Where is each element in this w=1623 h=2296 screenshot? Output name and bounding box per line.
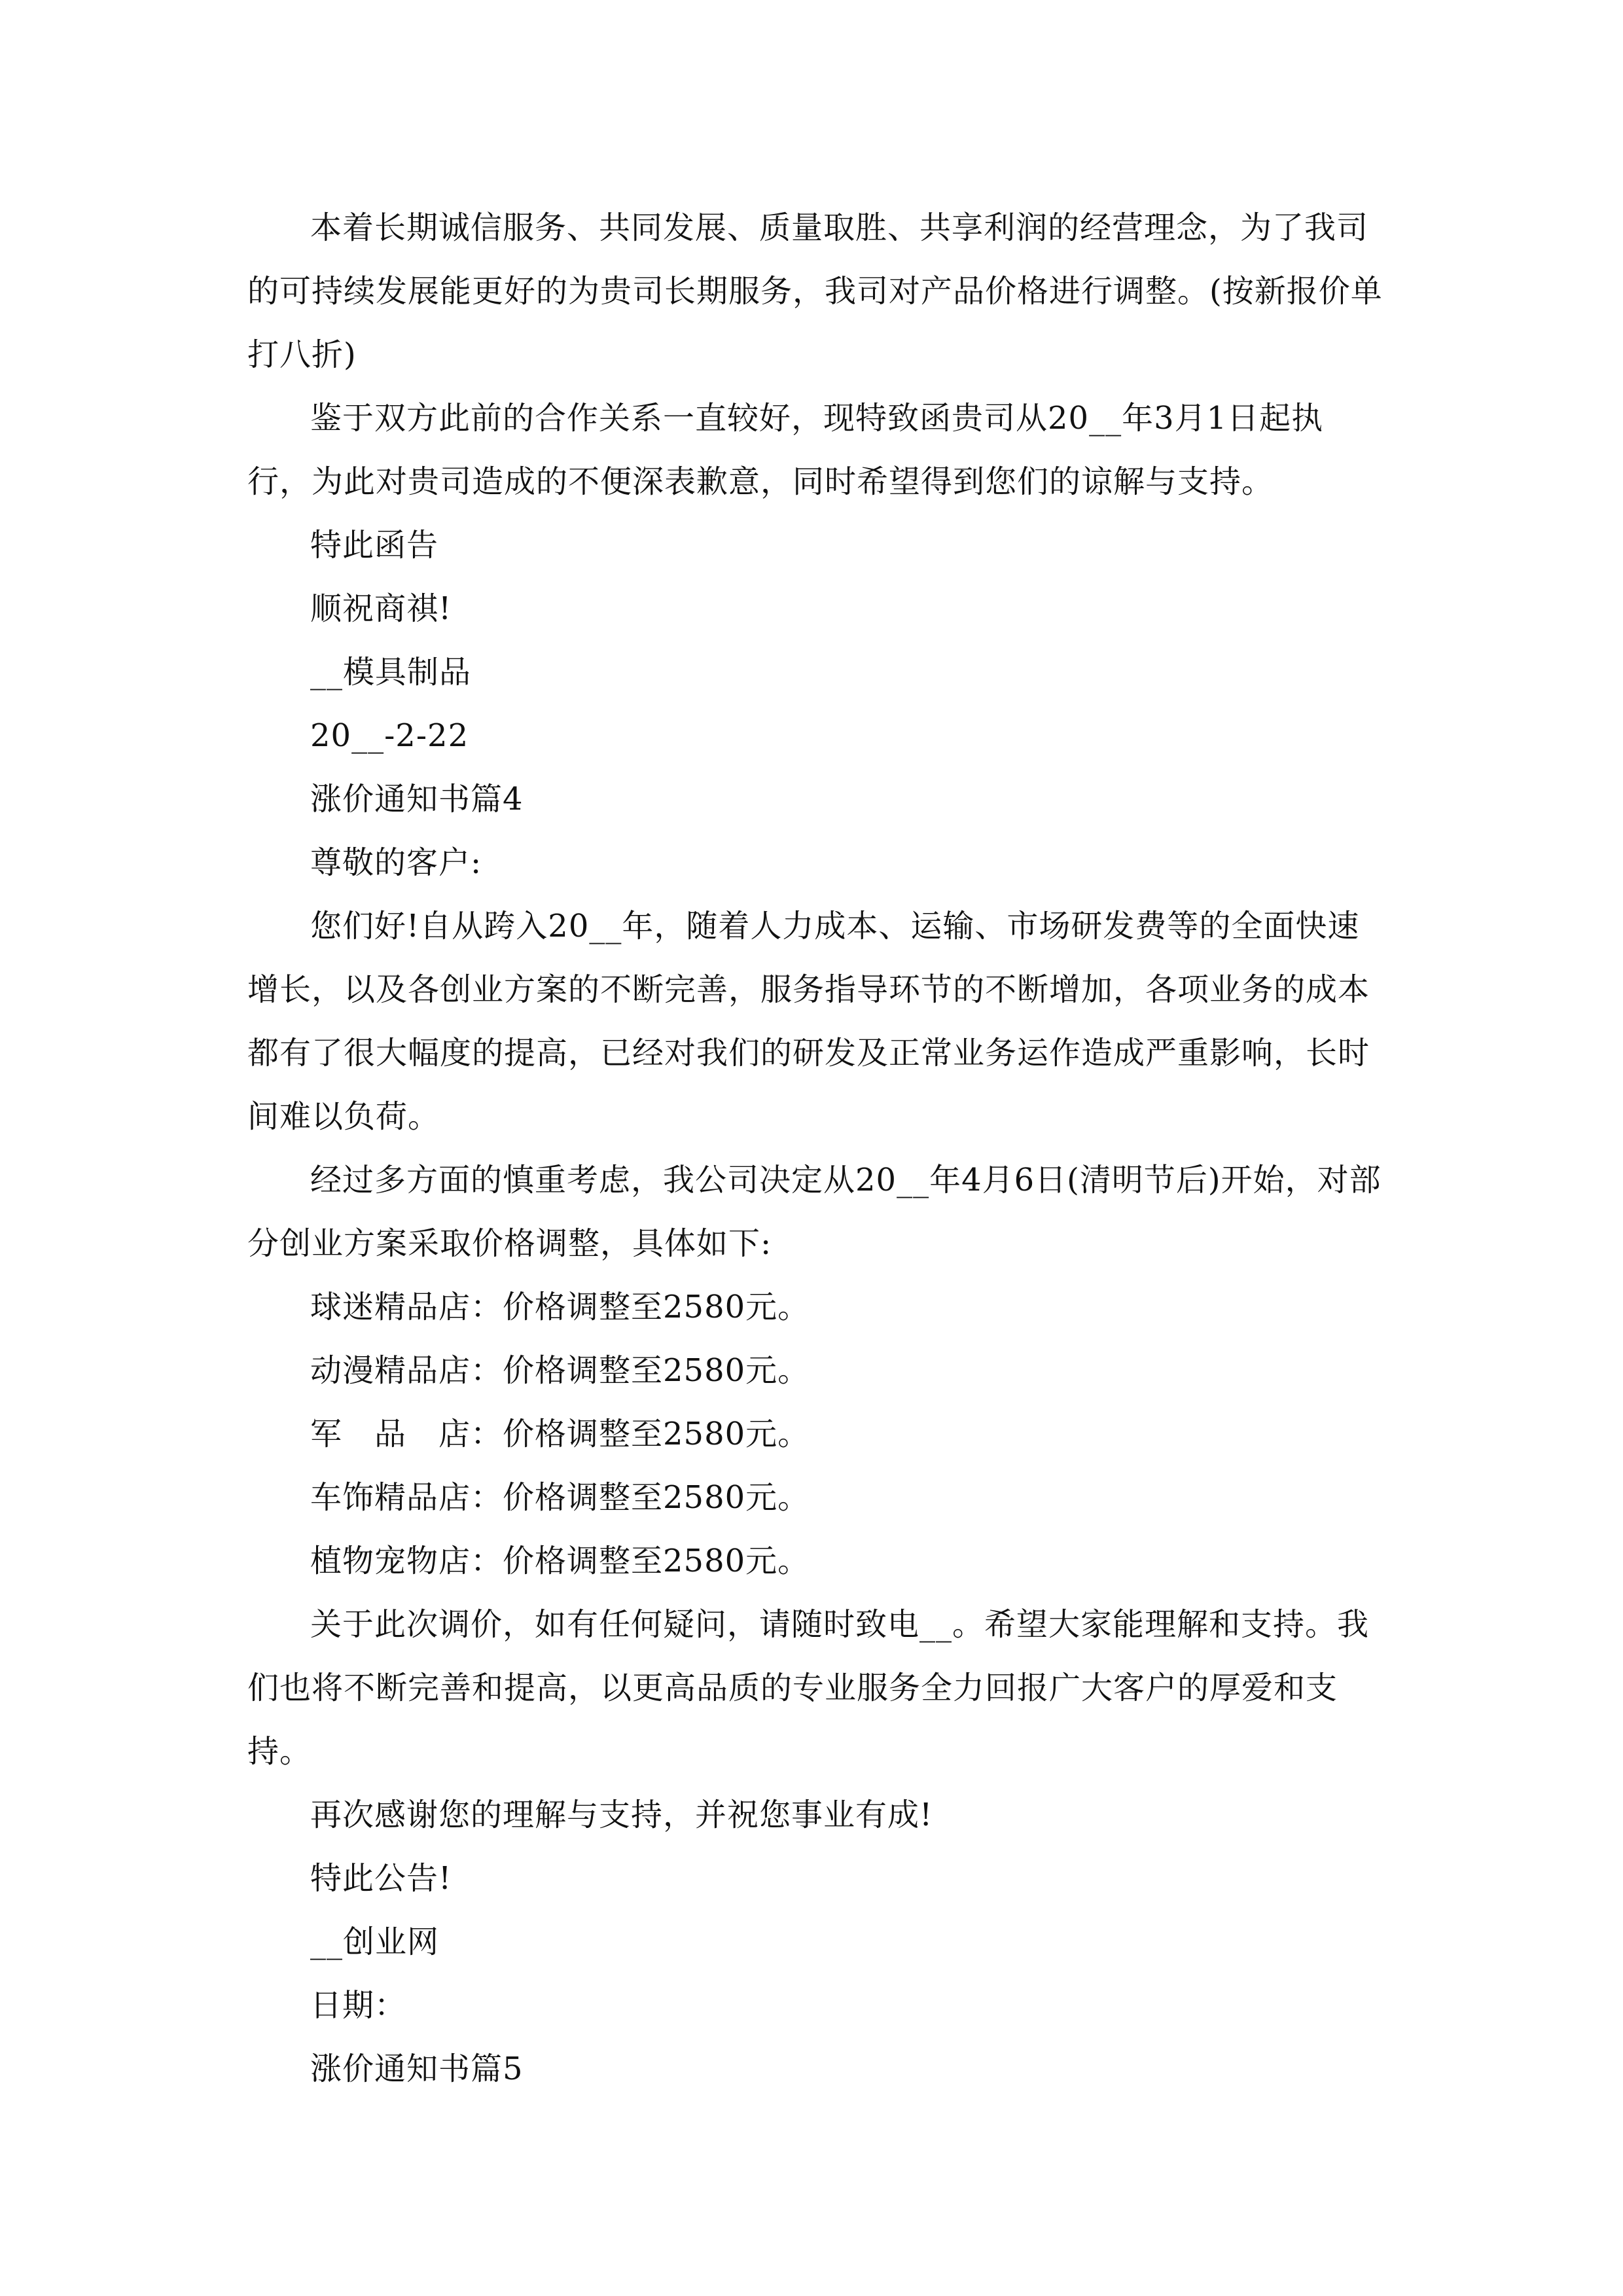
date-label: 日期： xyxy=(310,1987,407,2024)
document-body xyxy=(247,196,1386,2101)
paragraph-effective-date: 鉴于双方此前的合作关系一直较好，现特致函贵司从20__年3月1日起执行，为此对贵司造成的不便深表歉意，同时希望得到您们的谅解与支持。 xyxy=(247,400,1324,500)
paragraph-contact: 关于此次调价，如有任何疑问，请随时致电__。希望大家能理解和支持。我们也将不断完善和提高，以更高品质的专业服务全力回报广大客户的厚爱和支持。 xyxy=(247,1606,1370,1770)
closing-greeting: 顺祝商祺! xyxy=(310,590,452,627)
price-item-military-store: 军 品 店：价格调整至2580元。 xyxy=(310,1416,810,1452)
paragraph-thanks: 再次感谢您的理解与支持，并祝您事业有成! xyxy=(310,1797,933,1833)
signature-company: __模具制品 xyxy=(310,654,472,691)
paragraph-cost-increase: 您们好!自从跨入20__年，随着人力成本、运输、市场研发费等的全面快速增长，以及各创业方案的不断完善，服务指导环节的不断增加，各项业务的成本都有了很大幅度的提高，已经对我们的研发及正常业务运作造成严重影响，长时间难以负荷。 xyxy=(247,908,1370,1135)
price-item-plant-pet-store: 植物宠物店：价格调整至2580元。 xyxy=(310,1543,810,1579)
signature-website: __创业网 xyxy=(310,1924,440,1960)
price-item-fan-store: 球迷精品店：价格调整至2580元。 xyxy=(310,1289,810,1325)
paragraph-decision: 经过多方面的慎重考虑，我公司决定从20__年4月6日(清明节后)开始，对部分创业方案采取价格调整，具体如下: xyxy=(247,1162,1382,1262)
section-title-4: 涨价通知书篇4 xyxy=(310,781,524,817)
section-title-5: 涨价通知书篇5 xyxy=(310,2051,524,2087)
price-item-car-accessory-store: 车饰精品店：价格调整至2580元。 xyxy=(310,1479,810,1516)
paragraph-business-philosophy: 本着长期诚信服务、共同发展、质量取胜、共享利润的经营理念，为了我司的可持续发展能更好的为贵司长期服务，我司对产品价格进行调整。(按新报价单打八折) xyxy=(247,209,1383,373)
price-item-anime-store: 动漫精品店：价格调整至2580元。 xyxy=(310,1352,810,1389)
closing-announcement: 特此公告! xyxy=(310,1860,452,1897)
closing-notice: 特此函告 xyxy=(310,527,439,564)
salutation: 尊敬的客户: xyxy=(310,844,482,881)
signature-date: 20__-2-22 xyxy=(310,717,469,754)
